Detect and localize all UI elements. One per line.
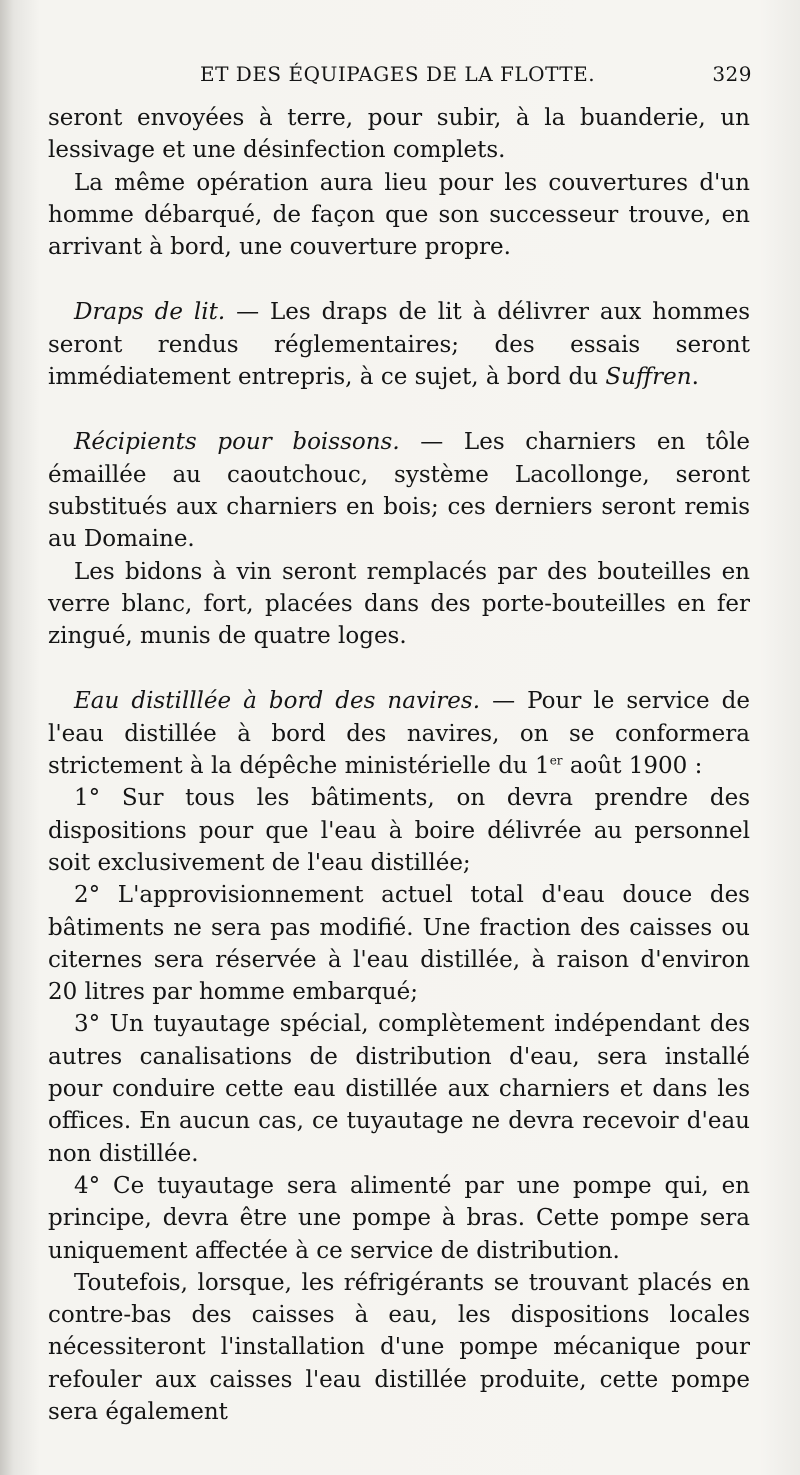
paragraph-draps [48,296,750,393]
paragraph-couvertures: La même opération aura lieu pour les couvertures d'un homme débarqué, de façon que son successeur trouve, en arrivant à bord, une couverture propre. [48,169,750,261]
paragraph-eau-body-b: août 1900 : [562,753,703,780]
section-heading-eau: Eau distilllée à bord des navires. [74,688,481,715]
header-title: ET DES ÉQUIPAGES DE LA FLOTTE. [200,62,596,86]
superscript-er: er [549,753,563,768]
list-item-2: 2° L'approvisionnement actuel total d'eau douce des bâtiments ne sera pas modifié. Une fraction des caisses ou citernes sera réservée à l'eau distillée, à raison d'environ 20 litres par homme embarqué; [48,882,750,1006]
section-heading-recipients: Récipients pour boissons. [74,429,400,456]
list-item-4: 4° Ce tuyautage sera alimenté par une pompe qui, en principe, devra être une pompe à bras. Cette pompe sera uniquement affectée à ce service de distribution. [48,1172,750,1264]
ship-name: Suffren [605,364,692,391]
paragraph-draps-end: . [691,364,699,391]
paragraph-recipients [48,426,750,555]
paragraph-toutefois: Toutefois, lorsque, les réfrigérants se trouvant placés en contre-bas des caisses à eau, les dispositions locales nécessiteront l'installation d'une pompe mécanique pour refouler aux caisses l'eau distillée produite, cette pompe sera également [48,1269,750,1425]
paragraph-continuation: seront envoyées à terre, pour subir, à la buanderie, un lessivage et une désinfection complets. [48,105,750,164]
section-heading-draps: Draps de lit. [74,299,226,326]
paragraph-bidons: Les bidons à vin seront remplacés par des bouteilles en verre blanc, fort, placées dans des porte-bouteilles en fer zingué, munis de quatre loges. [48,558,750,650]
paragraph-recipients-body: — Les charniers en tôle émaillée au caoutchouc, système Lacollonge, seront substitués aux charniers en bois; ces derniers seront remis au Domaine. [48,429,750,553]
running-header [48,62,752,96]
list-item-3: 3° Un tuyautage spécial, complètement indépendant des autres canalisations de distribution d'eau, sera installé pour conduire cette eau distillée aux charniers et dans les offices. En aucun cas, ce tuyautage ne devra recevoir d'eau non distillée. [48,1011,750,1167]
body-text [48,102,750,1428]
list-item-1: 1° Sur tous les bâtiments, on devra prendre des dispositions pour que l'eau à boire délivrée au personnel soit exclusivement de l'eau distillée; [48,785,750,876]
paragraph-eau-body-a: — Pour le service de l'eau distillée à bord des navires, on se conformera strictement à la dépêche ministérielle du 1 [48,688,750,780]
paragraph-draps-body: — Les draps de lit à délivrer aux hommes seront rendus réglementaires; des essais seront immédiatement entrepris, à ce sujet, à bord du [48,299,750,391]
page-number: 329 [712,62,752,86]
paragraph-eau-distillee [48,685,750,782]
